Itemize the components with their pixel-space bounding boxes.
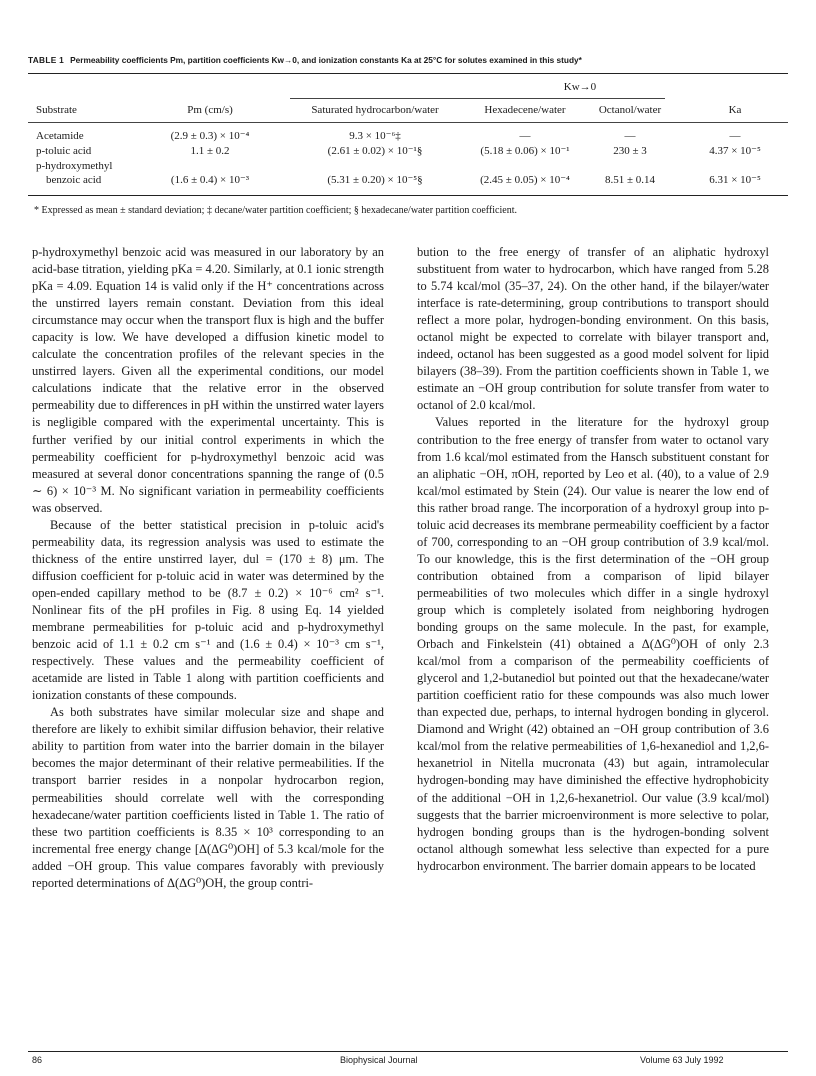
cell-ka: 6.31 × 10⁻⁵ [709, 174, 761, 186]
cell-substrate: Acetamide [36, 130, 84, 142]
cell-hexadecene: (2.45 ± 0.05) × 10⁻⁴ [480, 174, 570, 186]
cell-substrate: p-hydroxymethyl [36, 160, 113, 172]
header-substrate: Substrate [36, 104, 77, 116]
table-bottom-rule [28, 195, 788, 196]
paragraph: p-hydroxymethyl benzoic acid was measured in our laboratory by an acid-base titration, yielding pKa = 4.20. Similarly, at 0.1 ionic strength pKa = 4.09. Equation 14 is valid only if the H⁺ concentrations across the unstirred layers remain constant. Deviation from this ideal circumstance may occur when the transport flux is high and the buffer capacity is low. We have developed a diffusion kinetic model to calculate the concentration profiles of the relevant species in the unstirred layers. Given all the experimental conditions, our model calculations indicate that the relative error in the observed permeability due to differences in pH within the unstirred water layers is negligible compared with the experimental uncertainty. This is further verified by our initial control experiments in which the permeability coefficient for p-hydroxymethyl benzoic acid was measured at several donor concentrations spanning the range of (0.5 ∼ 6) × 10⁻³ M. No significant variation in permeability coefficients was observed. [32, 245, 384, 515]
right-column [417, 244, 769, 875]
paragraph: As both substrates have similar molecular size and shape and therefore are likely to exhibit similar diffusion behavior, their relative ability to partition from water into the barrier domain in the bilayer becomes the major determinant of their relative permeabilities. If the transport barrier resides in a nonpolar hydrocarbon region, permeabilities should correlate well with the corresponding hexadecane/water partition coefficients listed in Table 1. The ratio of these two partition coefficients is 8.35 × 10³ corresponding to an incremental free energy change [Δ(ΔG⁰)OH] of 5.3 kcal/mole for the added −OH group. This value compares favorably with previously reported determinations of Δ(ΔG⁰)OH, the group contri- [32, 705, 384, 890]
cell-substrate: p-toluic acid [36, 145, 92, 157]
cell-ka: — [729, 130, 741, 142]
table-header-rule [28, 122, 788, 123]
k-group-rule [290, 98, 665, 99]
cell-saturated: (2.61 ± 0.02) × 10⁻¹§ [327, 145, 423, 157]
left-column [32, 244, 384, 892]
header-pm: Pm (cm/s) [187, 104, 233, 116]
header-ka: Ka [728, 104, 742, 116]
cell-ka: 4.37 × 10⁻⁵ [709, 145, 761, 157]
journal-name: Biophysical Journal [340, 1055, 418, 1065]
paragraph: Because of the better statistical precision in p-toluic acid's permeability data, its regression analysis was used to estimate the thickness of the entire unstirred layer, dul = (170 ± 8) μm. The diffusion coefficient for p-toluic acid in water was determined by the open-ended capillary method to be (8.7 ± 0.2) × 10⁻⁶ cm² s⁻¹. Nonlinear fits of the pH profiles in Fig. 8 using Eq. 14 yielded membrane permeabilities for p-toluic acid and p-hydroxymethyl benzoic acid of 1.1 ± 0.2 cm s⁻¹ and (1.6 ± 0.4) × 10⁻³ cm s⁻¹, respectively. These values and the permeability coefficient of acetamide are listed in Table 1 along with partition coefficients and ionization constants of these compounds. [32, 517, 384, 703]
table-top-rule [28, 73, 788, 74]
cell-hexadecene: — [519, 130, 531, 142]
table-label: TABLE 1 [28, 55, 65, 65]
cell-hexadecene: (5.18 ± 0.06) × 10⁻¹ [480, 145, 570, 157]
cell-octanol: — [624, 130, 636, 142]
table-caption [28, 55, 788, 65]
cell-saturated: (5.31 ± 0.20) × 10⁻⁵§ [327, 174, 423, 186]
page-number: 86 [32, 1055, 43, 1065]
footer-rule [28, 1051, 788, 1052]
cell-octanol: 8.51 ± 0.14 [604, 174, 656, 186]
cell-pm: (1.6 ± 0.4) × 10⁻³ [170, 174, 250, 186]
header-saturated: Saturated hydrocarbon/water [311, 104, 439, 116]
table-footnote: * Expressed as mean ± standard deviation; ‡ decane/water partition coefficient; § hexadecane/water partition coefficient. [34, 205, 517, 216]
header-hexadecene: Hexadecene/water [484, 104, 566, 116]
volume-date: Volume 63 July 1992 [640, 1055, 724, 1065]
cell-octanol: 230 ± 3 [613, 145, 647, 157]
header-octanol: Octanol/water [598, 104, 662, 116]
cell-saturated: 9.3 × 10⁻⁶‡ [349, 130, 401, 142]
table-caption-text: Permeability coefficients Pm, partition coefficients Kw→0, and ionization constants Ka at 25°C for solutes examined in this study* [70, 55, 582, 65]
cell-substrate-cont: benzoic acid [46, 174, 102, 186]
paragraph: bution to the free energy of transfer of an aliphatic hydroxyl substituent from water to hydrocarbon, which have ranged from 5.28 to 5.74 kcal/mol (35–37, 24). On the other hand, if the bilayer/water interface is rate-determining, group contributions to transport should reflect a more polar, hydrogen-bonding environment. On this basis, octanol might be expected to correlate with bilayer transport and, indeed, octanol has been suggested as a good model solvent for lipid bilayers (38–39). From the partition coefficients shown in Table 1, we estimate an −OH group contribution for solute transfer from water to octanol of 2.0 kcal/mol. [417, 245, 769, 413]
cell-pm: 1.1 ± 0.2 [190, 145, 230, 157]
paragraph: Values reported in the literature for the hydroxyl group contribution to the free energy of transfer from water to octanol vary from 1.6 kcal/mol estimated from the Hansch substituent constant for an aliphatic −OH, πOH, reported by Leo et al. (40), to a value of 2.9 kcal/mol estimated by Stein (24). Our value is nearer the low end of this rather broad range. The incorporation of a hydroxyl group into p-toluic acid decreases its membrane permeability coefficient by a factor of 700, corresponding to an −OH group contribution of 3.9 kcal/mol. To our knowledge, this is the first determination of the −OH group contribution obtained from a comparison of lipid bilayer permeabilities of two molecules which differ in a single hydroxyl group which is completely isolated from neighboring hydrogen bonding groups on the same molecule. In the past, for example, Orbach and Finkelstein (41) obtained a Δ(ΔG⁰)OH of only 2.3 kcal/mol from a comparison of the permeability coefficients of glycerol and 1,2-butanediol but pointed out that the hexadecane/water partition coefficient ratio for these compounds was also much lower than expected due, perhaps, to internal hydrogen bonding in glycerol. Diamond and Wright (42) obtained an −OH group contribution of 3.6 kcal/mol from the relative permeabilities of 1,6-hexanediol and 1,2,6-hexanetriol in Nitella mucronata (43) but again, intramolecular hydrogen-bonding may have diminished the effective hydrophobicity of the additional −OH in 1,2,6-hexanetriol. Our value (3.9 kcal/mol) suggests that the barrier microenvironment is more selective to polar, hydrogen bonding groups than is the hydrogen-bonding solvent octanol although somewhat less selective than expected for a pure hydrocarbon environment. The barrier domain appears to be located [417, 415, 769, 873]
cell-pm: (2.9 ± 0.3) × 10⁻⁴ [170, 130, 250, 142]
k-group-header: Kw→0 [563, 81, 597, 93]
